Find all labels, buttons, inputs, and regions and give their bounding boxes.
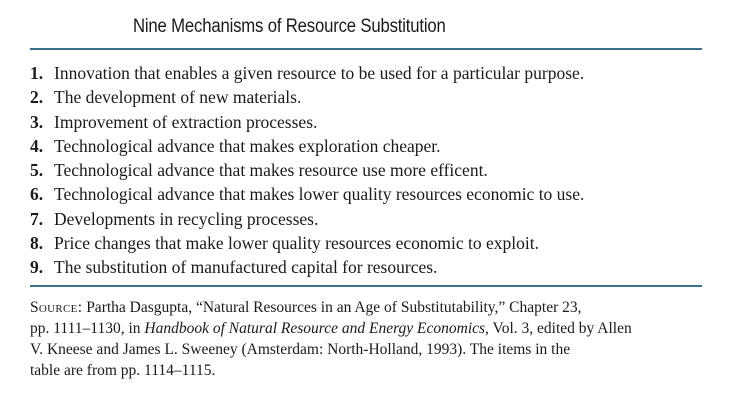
item-text: Technological advance that makes resource use more efficent. (54, 160, 488, 181)
item-number: 4. (30, 135, 44, 156)
list-item (30, 255, 584, 279)
list-item (30, 85, 584, 109)
list-item (30, 134, 584, 158)
list-item (30, 61, 584, 85)
item-text: The substitution of manufactured capital for resources. (54, 257, 438, 278)
source-line-2 (30, 318, 710, 339)
list-item (30, 182, 584, 206)
source-text-2a: pp. 1111–1130, in (30, 320, 145, 337)
source-text-2b: Vol. 3, edited by Allen (488, 320, 632, 337)
table-title: Nine Mechanisms of Resource Substitution (133, 16, 446, 37)
source-note (30, 297, 710, 381)
item-text: Developments in recycling processes. (54, 208, 319, 229)
top-rule (30, 48, 702, 50)
mechanisms-list (30, 61, 584, 280)
item-number: 2. (30, 87, 44, 108)
item-text: Technological advance that makes lower quality resources economic to use. (54, 184, 585, 205)
item-number: 7. (30, 208, 44, 229)
list-item (30, 231, 584, 255)
item-text: Improvement of extraction processes. (54, 111, 318, 132)
item-number: 3. (30, 111, 44, 132)
item-text: The development of new materials. (54, 87, 302, 108)
source-line-3: V. Kneese and James L. Sweeney (Amsterdam: North-Holland, 1993). The items in the (30, 341, 571, 358)
source-line-4: table are from pp. 1114–1115. (30, 362, 216, 379)
item-text: Technological advance that makes exploration cheaper. (54, 135, 441, 156)
source-label: Source: (30, 299, 83, 316)
list-item (30, 207, 584, 231)
item-text: Price changes that make lower quality resources economic to exploit. (54, 233, 539, 254)
list-item (30, 158, 584, 182)
item-number: 5. (30, 160, 44, 181)
item-number: 9. (30, 257, 44, 278)
item-number: 1. (30, 63, 44, 83)
source-text-1: Partha Dasgupta, “Natural Resources in an Age of Substitutability,” Chapter 23, (82, 299, 582, 316)
item-number: 8. (30, 233, 44, 254)
item-text: Innovation that enables a given resource to be used for a particular purpose. (54, 63, 585, 83)
source-book-title: Handbook of Natural Resource and Energy Economics, (144, 320, 489, 337)
source-line-1 (30, 297, 710, 318)
list-item (30, 110, 584, 134)
item-number: 6. (30, 184, 44, 205)
bottom-rule (30, 285, 702, 287)
